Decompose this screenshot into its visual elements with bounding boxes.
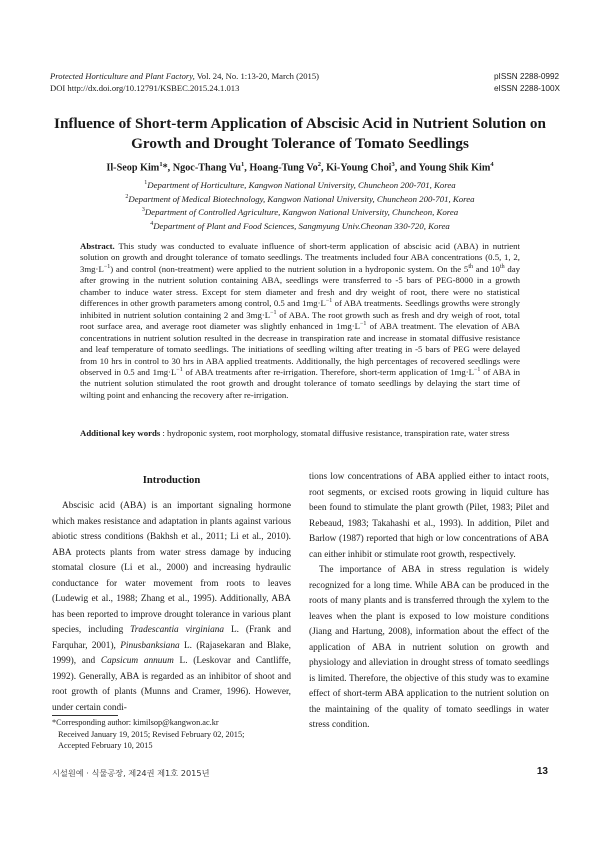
journal-citation bbox=[50, 71, 319, 83]
affiliation-text: Department of Medical Biotechnology, Kangwon National University, Chuncheon 200-701, Korea bbox=[128, 193, 475, 204]
species-name: Pinusbanksiana bbox=[120, 640, 180, 651]
author-affil-sup: 1 bbox=[240, 161, 245, 168]
author-conjunction: and bbox=[399, 162, 417, 174]
page-number: 13 bbox=[536, 766, 548, 777]
corresponding-mark: * bbox=[162, 162, 168, 174]
unit-exponent: −1 bbox=[270, 309, 277, 316]
left-column bbox=[52, 499, 291, 716]
author-affil-sup: 1 bbox=[159, 161, 163, 168]
issn-block bbox=[494, 71, 560, 94]
abstract-text: day after growing in the nutrient solution containing ABA, seedlings were transferred to -5 bars of PEG-8000 in a growth chamber to induce water stress. Except for stem diameter and fresh and dry weight of root, there were no statistical differences in other growth parameters among control, 0.5 and 1mg·L bbox=[80, 263, 521, 309]
affiliation bbox=[60, 178, 540, 192]
abstract-text: ) and control (non-treatment) were applied to the nutrient solution in a hydroponic system. On the 5 bbox=[110, 263, 469, 274]
intro-text: L. (Frank and Farquhar, 2001), bbox=[52, 625, 291, 651]
accepted-date: Accepted February 10, 2015 bbox=[58, 741, 153, 751]
affiliation bbox=[60, 192, 540, 206]
author-name: Ki-Young Choi bbox=[326, 162, 392, 174]
intro-text: L. (Leskovar and Cantliffe, 1992). Generally, ABA is regarded as an inhibitor of shoot and root growth of plants (Munns and Cramer, 1996). However, under certain condi- bbox=[52, 656, 292, 713]
abstract bbox=[80, 241, 520, 401]
intro-paragraph: The importance of ABA in stress regulation is widely recognized for a long time. While ABA can be produced in the roots of many plants and is transferred through the xylem to the leaves when the plant is exposed to low moisture conditions (Jiang and Hartung, 2008), information about the effect of the application of ABA in nutrient solution on growth and physiology and alleviation in drought stress of tomato seedlings is limited. Therefore, the objective of this study was to examine effect of short-term ABA application to the nutrient solution on the maintaining of the quality of tomato seedlings in water stress condition. bbox=[309, 565, 549, 730]
abstract-text: of ABA treatments. Seedlings growths were strongly inhibited in nutrient solution containing 2 and 3mg·L bbox=[80, 298, 520, 320]
author-affil-sup: 3 bbox=[391, 161, 395, 168]
author-affil-sup: 2 bbox=[317, 161, 322, 168]
unit-exponent: −1 bbox=[176, 367, 183, 374]
affiliation-sup: 1 bbox=[144, 180, 148, 186]
abstract-text: of ABA. The root growth such as fresh and dry weigh of root, total root surface area, and average root diameter was slightly enhanced in 1mg·L bbox=[80, 309, 520, 332]
journal-header bbox=[50, 71, 319, 94]
affiliation-sup: 2 bbox=[125, 193, 129, 200]
received-dates: Received January 19, 2015; Revised February 02, 2015; bbox=[58, 729, 245, 739]
affiliation-list bbox=[60, 178, 540, 232]
author-list: Il-Seop Kim$^1$*, Ngoc-Thang Vu$^1$, Hoang-Tung Vo$^2$, Ki-Young Choi$^3$, and Young Shik Kim$^4$ bbox=[106, 161, 494, 174]
ordinal-sup: th bbox=[468, 264, 473, 270]
author-name: Il-Seop Kim bbox=[106, 162, 160, 174]
footnote-rule bbox=[52, 715, 118, 716]
journal-volume: Vol. 24, No. 1:13-20, March (2015) bbox=[194, 71, 319, 81]
abstract-text: of ABA treatment. The elevation of ABA concentrations in nutrient solution resulted in the decrease in transpiration rate and increase in stomatal diffusive resistance and leaf temperature of tomato seedlings. The initiations of seedling wilting after treating in -5 bars of PEG were delayed from 10 hrs in control to 30 hrs in ABA applied treatments. Additionally, the high percentages of recovered seedlings were observed in 0.5 and 1mg·L bbox=[80, 321, 520, 377]
paper-title bbox=[40, 114, 560, 154]
doi-link[interactable]: DOI http://dx.doi.org/10.12791/KSBEC.2015.24.1.013 bbox=[50, 82, 240, 93]
affiliation-text: Department of Horticulture, Kangwon National University, Chuncheon 200-701, Korea bbox=[147, 179, 456, 190]
section-heading-introduction: Introduction bbox=[142, 475, 201, 486]
author-name: Hoang-Tung Vo bbox=[249, 162, 318, 174]
keywords-label: Additional key words bbox=[80, 428, 161, 438]
abstract-label: Abstract. bbox=[80, 241, 115, 251]
unit-exponent: −1 bbox=[103, 264, 111, 270]
species-name: Tradescantia virginiana bbox=[130, 625, 225, 635]
author-name: Ngoc-Thang Vu bbox=[172, 162, 241, 174]
unit-exponent: −1 bbox=[474, 367, 481, 374]
intro-paragraph bbox=[52, 499, 291, 716]
species-name: Capsicum annuum bbox=[100, 656, 174, 666]
footer-journal-korean: 시설원예 · 식물공장, 제24권 제1호 2015년 bbox=[52, 768, 210, 778]
abstract-text: of ABA treatments after re-irrigation. Therefore, short-term application of 1mg·L bbox=[182, 366, 475, 377]
author-affil-sup: 4 bbox=[490, 161, 494, 168]
abstract-text: This study was conducted to evaluate influence of short-term application of abscisic acid (ABA) in nutrient solution on growth and drought tolerance of tomato seedlings. The treatments included four ABA concentrations (0.5, 1, 2, 3mg·L bbox=[80, 241, 520, 274]
abstract-text: of ABA in the nutrient solution stimulated the root growth and drought tolerance of tomato seedlings by delaying the start time of wilting point and enhancing the recovery after re-irrigation. bbox=[80, 366, 520, 400]
unit-exponent: −1 bbox=[325, 298, 333, 305]
ordinal-sup: th bbox=[499, 264, 505, 270]
affiliation-sup: 4 bbox=[150, 220, 154, 227]
affiliation-text: Department of Plant and Food Sciences, Sangmyung Univ.Cheonan 330-720, Korea bbox=[153, 220, 450, 231]
unit-exponent: −1 bbox=[359, 321, 367, 328]
pissn: pISSN 2288-0992 bbox=[494, 72, 560, 81]
title-line-1: Influence of Short-term Application of Abscisic Acid in Nutrient Solution on bbox=[54, 115, 546, 132]
abstract-text: and 10 bbox=[472, 263, 500, 274]
title-line-2: Growth and Drought Tolerance of Tomato Seedlings bbox=[131, 135, 469, 152]
journal-name: Protected Horticulture and Plant Factory, bbox=[50, 71, 195, 81]
intro-text: L. (Rajasekaran and Blake, 1999), and bbox=[52, 640, 291, 666]
affiliation-sup: 3 bbox=[141, 207, 145, 214]
intro-text: Abscisic acid (ABA) is an important signaling hormone which makes resistance and adaptation in plants against various abiotic stress conditions (Bakhsh et al., 2011; Li et al., 2010). ABA protects plants from water stress damage by inducing stomatal closure (Li et al., 2000) and increasing hydraulic conductance for water movement from roots to leaves (Ludewig et al., 1988; Zhang et al., 1995). Additionally, ABA has been reported to improve drought tolerance in various plant species, including bbox=[52, 501, 291, 635]
footnote bbox=[52, 717, 291, 752]
keywords-text: : hydroponic system, root morphology, stomatal diffusive resistance, transpiration rate, water stress bbox=[160, 428, 510, 438]
eissn: eISSN 2288-100X bbox=[494, 83, 560, 93]
keywords bbox=[80, 428, 520, 440]
author-name: Young Shik Kim bbox=[418, 162, 491, 174]
affiliation bbox=[60, 219, 540, 233]
intro-paragraph: tions low concentrations of ABA applied either to intact roots, root segments, or excised roots growing in liquid culture has been found to stimulate the plant growth (Pilet, 1983; Pilet and Rebeaud, 1983; Takahashi et al., 1993). In addition, Pilet and Barlow (1987) reported that high or low concentrations of ABA can either inhibit or stimulate root growth, respectively. bbox=[309, 472, 549, 560]
affiliation bbox=[60, 205, 540, 219]
affiliation-text: Department of Controlled Agriculture, Kangwon National University, Chuncheon, Korea bbox=[144, 206, 459, 217]
right-column bbox=[309, 470, 549, 734]
corresponding-author[interactable]: *Corresponding author: kimilsop@kangwon.ac.kr bbox=[52, 718, 219, 727]
